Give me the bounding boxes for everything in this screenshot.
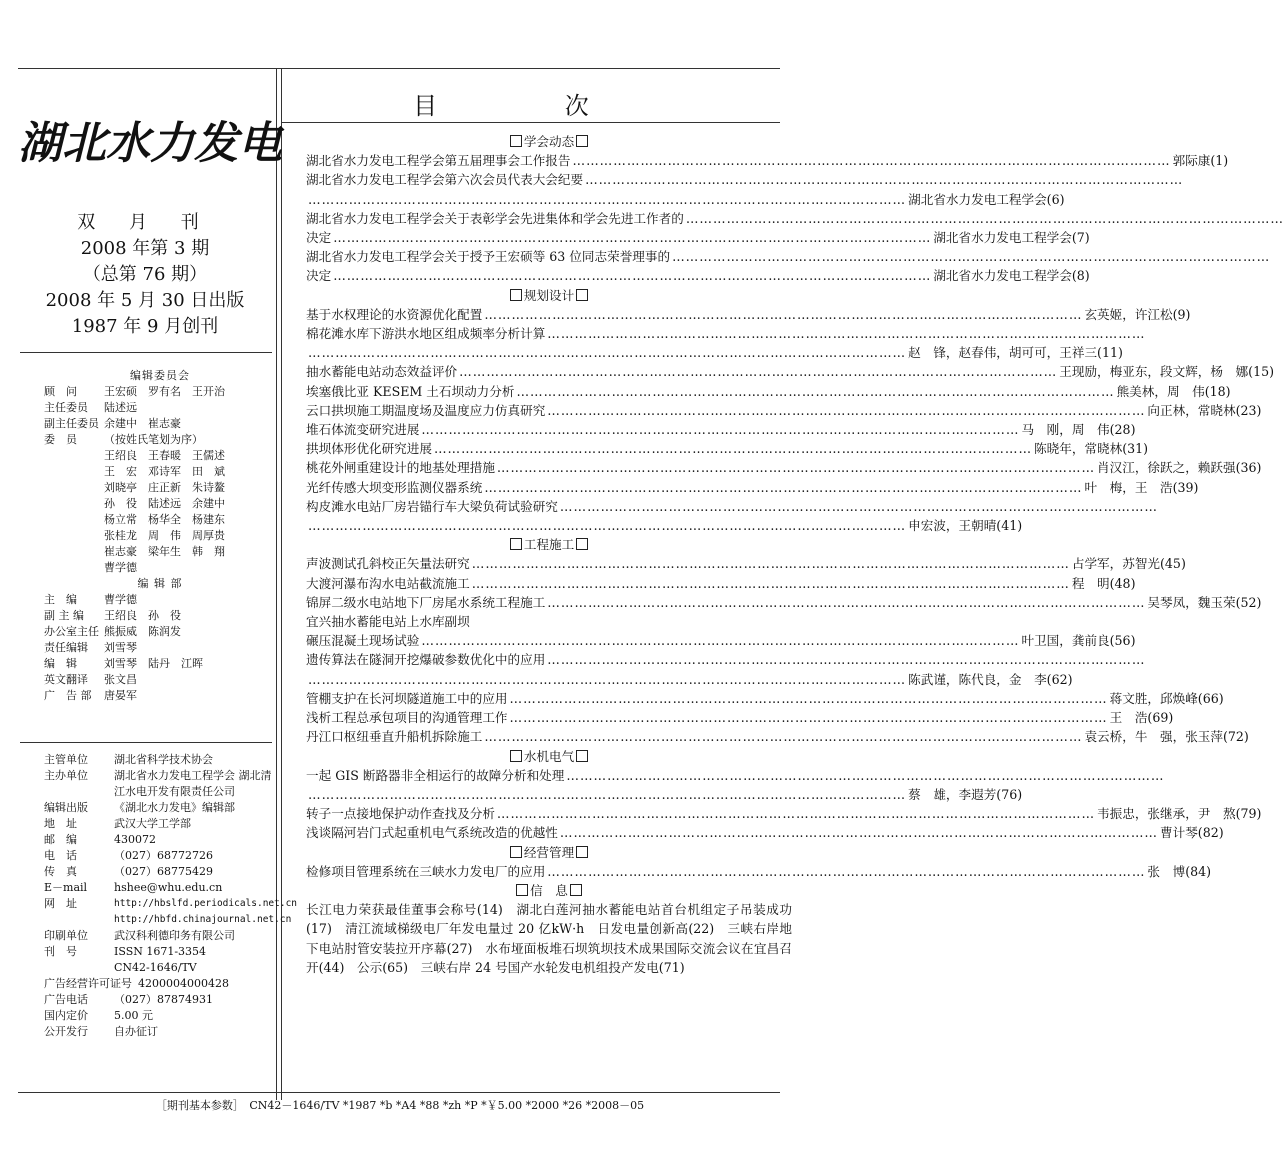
toc-heading-rule (282, 122, 780, 123)
section-heading (306, 747, 792, 766)
editor-names: （按姓氏笔划为序） (104, 433, 203, 446)
toc-entry-author: 叶卫国，龚前良(56) (1021, 633, 1136, 649)
toc-entry-author: 郭际康(1) (1172, 153, 1229, 169)
dept-role: 办公室主任 (44, 625, 99, 638)
toc-entry-continuation (306, 516, 1023, 535)
section-box-icon (510, 135, 522, 147)
toc-entry[interactable] (306, 209, 792, 228)
column-divider (276, 68, 277, 1100)
bottom-rule (18, 1092, 780, 1093)
publisher-label: 主办单位 (44, 769, 88, 782)
publisher-value: （027）68772726 (114, 849, 213, 862)
editor-names: 王宏硕 罗有名 王开治 (104, 385, 225, 398)
leader-dots (308, 516, 906, 535)
left-separator-2 (20, 742, 272, 743)
editor-role: 委 员 (44, 433, 77, 446)
publisher-value: 自办征订 (114, 1025, 158, 1038)
logo-calligraphy: 湖北水力发电 (18, 118, 282, 169)
editor-row (44, 384, 276, 400)
toc-entry-title: 一起 GIS 断路器非全相运行的故障分析和处理 (306, 767, 565, 783)
toc-entry-author: 王 浩(69) (1109, 710, 1174, 726)
toc-entry-title: 碾压混凝土现场试验 (306, 633, 420, 649)
toc-entry-continuation (306, 228, 1090, 247)
publisher-row (44, 1024, 276, 1040)
founded-date: 1987 年 9 月创刊 (71, 316, 219, 337)
section-name: 信 息 (530, 882, 568, 898)
toc-entry-title: 抽水蓄能电站动态效益评价 (306, 364, 458, 380)
total-issue: （总第 76 期） (82, 264, 208, 285)
toc-entry[interactable] (306, 708, 1174, 727)
column-divider-inner (281, 68, 282, 1100)
editor-role: 副主任委员 (44, 417, 99, 430)
publisher-link[interactable]: http://hbfd.chinajournal.net.cn (114, 914, 292, 925)
toc-entry[interactable] (306, 170, 792, 189)
section-box-icon (576, 538, 588, 550)
leader-dots (672, 247, 1270, 266)
section-heading (306, 881, 792, 900)
publisher-value: 武汉科利德印务有限公司 (114, 929, 235, 942)
leader-dots (516, 382, 1114, 401)
leader-dots (459, 362, 1057, 381)
dept-names: 唐晏军 (104, 689, 137, 702)
toc-entry-author: 王现励，梅亚东，段文辉，杨 娜(15) (1059, 364, 1275, 380)
toc-entry[interactable] (306, 497, 792, 516)
toc-entry[interactable] (306, 766, 792, 785)
toc-entry[interactable] (306, 689, 1224, 708)
toc-entry-title: 浅谈隔河岩门式起重机电气系统改造的优越性 (306, 825, 558, 841)
toc-entry-author: 吴琴凤，魏玉荣(52) (1147, 594, 1262, 610)
toc-entry-title: 拱坝体形优化研究进展 (306, 441, 432, 457)
toc-entry-title: 堆石体流变研究进展 (306, 422, 420, 438)
dept-role: 主 编 (44, 593, 77, 606)
toc-entry-title: 丹江口枢纽垂直升船机拆除施工 (306, 729, 483, 745)
dept-names: 刘雪琴 陆丹 江晖 (104, 657, 203, 670)
toc-entry-title: 声波测试孔斜校正矢量法研究 (306, 556, 470, 572)
editor-names: 陆述远 (104, 401, 137, 414)
editor-row (44, 400, 276, 416)
toc-entry-author: 程 明(48) (1071, 575, 1136, 591)
dept-row (44, 672, 276, 688)
toc-entry-title: 管棚支护在长河坝隧道施工中的应用 (306, 690, 508, 706)
toc-entry-author: 陈晓年，常晓林(31) (1034, 441, 1149, 457)
toc-entry-author: 张 博(84) (1147, 863, 1212, 879)
toc-entry-author: 袁云桥，牛 强，张玉萍(72) (1084, 729, 1249, 745)
section-heading (306, 132, 792, 151)
publisher-row (44, 912, 292, 928)
publisher-info (44, 752, 298, 1040)
toc-entry-author: 湖北省水力发电工程学会(6) (908, 191, 1065, 207)
dept-row (44, 624, 276, 640)
publisher-value: 430072 (114, 833, 156, 846)
toc-entry[interactable] (306, 382, 1231, 401)
toc-entry-author: 玄英姬，许江松(9) (1084, 306, 1191, 322)
publisher-value: ISSN 1671-3354 (114, 945, 207, 958)
publisher-row (44, 752, 276, 768)
publisher-label: 邮 编 (44, 833, 77, 846)
toc-entry[interactable] (306, 593, 1262, 612)
top-rule (18, 68, 780, 69)
publisher-label: 公开发行 (44, 1025, 88, 1038)
publisher-value: （027）68775429 (114, 865, 213, 878)
section-heading (306, 535, 792, 554)
publish-date: 2008 年 5 月 30 日出版 (45, 290, 245, 311)
toc-entry-continuation (306, 670, 1073, 689)
section-name: 学会动态 (523, 134, 575, 149)
dept-names: 熊振威 陈润发 (104, 625, 181, 638)
toc-heading: 目 次 (413, 92, 649, 120)
leader-dots (572, 151, 1170, 170)
dept-row (44, 608, 276, 624)
leader-dots (547, 401, 1145, 420)
leader-dots (497, 458, 1095, 477)
journal-logo (18, 100, 282, 180)
board-member-line: 王 宏 邓诗军 田 斌 (104, 465, 225, 478)
toc-entry-author: 湖北省水力发电工程学会(8) (933, 268, 1090, 284)
toc-entry[interactable] (306, 804, 1262, 823)
publisher-row (44, 944, 276, 960)
toc-entry-title: 湖北省水力发电工程学会第五届理事会工作报告 (306, 153, 571, 169)
board-member-line: 曹学德 (104, 561, 137, 574)
publisher-row (44, 864, 276, 880)
toc-entry-author: 陈武谨，陈代良，金 李(62) (908, 671, 1073, 687)
toc-entry-author: 曹计琴(82) (1160, 825, 1224, 841)
leader-dots (560, 497, 1158, 516)
leader-dots (566, 766, 1164, 785)
editor-role: 主任委员 (44, 401, 88, 414)
toc-entry[interactable] (306, 324, 792, 343)
toc-entry-title: 埃塞俄比亚 KESEM 土石坝动力分析 (306, 383, 515, 399)
toc-entry-author: 叶 梅，王 浩(39) (1084, 479, 1199, 495)
leader-dots (547, 650, 1145, 669)
toc-entry-title: 转子一点接地保护动作查找及分析 (306, 806, 495, 822)
section-box-icon (576, 750, 588, 762)
publisher-row (44, 896, 298, 912)
publisher-label (44, 960, 114, 976)
leader-dots (484, 478, 1082, 497)
publisher-value: 5.00 元 (114, 1009, 153, 1022)
leader-dots (308, 190, 906, 209)
publisher-label: 国内定价 (44, 1009, 88, 1022)
table-of-contents (306, 132, 1275, 977)
toc-entry-author: 蒋文胜，邱焕峰(66) (1109, 690, 1224, 706)
toc-entry-author: 向正林，常晓林(23) (1147, 402, 1262, 418)
info-paragraph: 长江电力荣获最佳董事会称号(14) 湖北白莲河抽水蓄能电站首台机组定子吊装成功(17) 清江流域梯级电厂年发电量过 20 亿kW·h 日发电量创新高(22) 三峡右岸地下电站肘管安装拉开序幕(27) 水布垭面板堆石坝筑坝技术成果国际交流会议在宜昌召开(44) 公示(65) 三峡右岸 24 号国产水轮发电机组投产发电(71) (306, 902, 792, 975)
publisher-label: 主管单位 (44, 753, 88, 766)
publisher-row (44, 832, 276, 848)
toc-entry-title-wrap: 决定 (306, 230, 332, 246)
toc-entry-author: 韦振忠，张继承，尹 熬(79) (1097, 806, 1262, 822)
leader-dots (585, 170, 1183, 189)
toc-entry[interactable] (306, 420, 1136, 439)
publisher-row (44, 880, 276, 896)
journal-parameters: ［期刊基本参数］ CN42－1646/TV *1987 *b *A4 *88 *zh *P *￥5.00 *2000 *26 *2008－05 (155, 1099, 645, 1112)
toc-entry-author: 占学军，苏智光(45) (1071, 556, 1186, 572)
publisher-link[interactable]: hshee@whu.edu.cn (114, 881, 223, 894)
toc-entry-author: 赵 锋，赵春伟，胡可可，王祥三(11) (908, 345, 1123, 361)
leader-dots (560, 823, 1158, 842)
leader-dots (510, 689, 1108, 708)
toc-entry[interactable] (306, 458, 1262, 477)
leader-dots (333, 228, 931, 247)
section-name: 工程施工 (523, 537, 575, 553)
dept-row (44, 592, 276, 608)
toc-entry[interactable] (306, 554, 1186, 573)
publisher-value: CN42-1646/TV (114, 961, 197, 974)
dept-role: 编 辑 (44, 657, 77, 670)
toc-entry-author: 蔡 雄，李遐芳(76) (908, 786, 1023, 802)
toc-entry[interactable] (306, 574, 1136, 593)
publisher-value: 《湖北水力发电》编辑部 (114, 801, 235, 814)
dept-names: 曹学德 (104, 593, 137, 606)
dept-names: 刘雪琴 (104, 641, 137, 654)
leader-dots (497, 804, 1095, 823)
leader-dots (421, 420, 1019, 439)
leader-dots (547, 324, 1145, 343)
board-member-line: 崔志豪 梁年生 韩 翔 (104, 545, 225, 558)
toc-entry-title: 湖北省水力发电工程学会关于表彰学会先进集体和学会先进工作者的 (306, 210, 684, 226)
toc-entry-title: 棉花滩水库下游洪水地区组成频率分析计算 (306, 326, 546, 342)
section-box-icon (516, 884, 528, 896)
toc-entry[interactable] (306, 823, 1224, 842)
board-member-line: 杨立常 杨华全 杨建东 (104, 513, 225, 526)
toc-entry-title: 基于水权理论的水资源优化配置 (306, 306, 483, 322)
editor-row (44, 416, 276, 432)
section-box-icon (570, 884, 582, 896)
toc-entry[interactable] (306, 305, 1191, 324)
toc-entry-title: 构皮滩水电站厂房岩锚行车大梁负荷试验研究 (306, 498, 558, 514)
toc-entry[interactable] (306, 478, 1199, 497)
dept-names: 王绍良 孙 役 (104, 609, 181, 622)
toc-entry-author: 申宏波，王朝晴(41) (908, 518, 1023, 534)
toc-entry[interactable] (306, 439, 1149, 458)
section-box-icon (510, 846, 522, 858)
toc-entry[interactable] (306, 247, 792, 266)
publisher-row (44, 1008, 276, 1024)
issue-number: 2008 年第 3 期 (80, 238, 210, 259)
leader-dots (484, 727, 1082, 746)
dept-role: 责任编辑 (44, 641, 88, 654)
section-heading (306, 286, 792, 305)
toc-entry-author: 熊美林，周 伟(18) (1116, 383, 1231, 399)
publisher-row (44, 992, 276, 1008)
toc-entry-continuation (306, 190, 1065, 209)
publisher-label: 广告经营许可证号 (44, 977, 132, 990)
toc-entry-author: 湖北省水力发电工程学会(7) (933, 230, 1090, 246)
toc-entry-title: 大渡河瀑布沟水电站截流施工 (306, 575, 470, 591)
publisher-label (44, 912, 114, 928)
toc-entry-continuation (306, 266, 1090, 285)
publisher-label: 刊 号 (44, 945, 77, 958)
publisher-value: 武汉大学工学部 (114, 817, 191, 830)
leader-dots (421, 631, 1019, 650)
leader-dots (547, 862, 1145, 881)
toc-entry[interactable] (306, 151, 1229, 170)
publisher-row (44, 848, 276, 864)
section-box-icon (510, 750, 522, 762)
dept-role: 广 告 部 (44, 689, 92, 702)
section-name: 水机电气 (523, 748, 575, 764)
toc-entry-author: 马 刚，周 伟(28) (1021, 422, 1136, 438)
left-separator-1 (20, 352, 272, 353)
dept-row (44, 640, 276, 656)
toc-entry[interactable] (306, 862, 1212, 881)
section-box-icon (576, 135, 588, 147)
leader-dots (308, 785, 906, 804)
publisher-link[interactable]: http://hbslfd.periodicals.net.cn (114, 898, 298, 909)
toc-entry-title-wrap: 决定 (306, 268, 332, 284)
publisher-value: 4200004000428 (138, 977, 229, 990)
editor-role: 顾 问 (44, 385, 77, 398)
toc-entry-title: 检修项目管理系统在三峡水力发电厂的应用 (306, 863, 546, 879)
publisher-row (44, 768, 276, 800)
leader-dots (472, 574, 1070, 593)
toc-entry[interactable] (306, 362, 1275, 381)
board-member-line: 孙 役 陆述远 余建中 (104, 497, 225, 510)
publisher-label: 传 真 (44, 865, 77, 878)
leader-dots (434, 439, 1032, 458)
leader-dots (547, 593, 1145, 612)
publisher-row (44, 976, 276, 992)
publisher-value: 湖北省科学技术协会 (114, 753, 213, 766)
publisher-label: 地 址 (44, 817, 77, 830)
section-box-icon (510, 289, 522, 301)
board-member-line: 刘晓亭 庄正新 朱诗鳌 (104, 481, 225, 494)
publisher-row (44, 960, 276, 976)
masthead (20, 210, 270, 340)
publisher-value: 湖北省水力发电工程学会 湖北清江水电开发有限责任公司 (114, 769, 272, 798)
publisher-label: E－mail (44, 881, 88, 894)
editor-names: 余建中 崔志豪 (104, 417, 181, 430)
toc-entry[interactable] (306, 650, 792, 669)
leader-dots (686, 209, 1284, 228)
publisher-row (44, 800, 276, 816)
dept-row (44, 656, 276, 672)
toc-entry-title: 云口拱坝施工期温度场及温度应力仿真研究 (306, 402, 546, 418)
editorial-board (44, 368, 276, 704)
editor-row (44, 432, 276, 448)
section-box-icon (510, 538, 522, 550)
section-heading (306, 843, 792, 862)
leader-dots (510, 708, 1108, 727)
leader-dots (484, 305, 1082, 324)
publisher-label: 印刷单位 (44, 929, 88, 942)
publisher-row (44, 928, 276, 944)
publisher-label: 广告电话 (44, 993, 88, 1006)
section-name: 规划设计 (523, 287, 575, 303)
toc-entry[interactable] (306, 727, 1249, 746)
toc-entry-continuation (306, 343, 1123, 362)
dept-role: 副 主 编 (44, 609, 84, 622)
toc-entry-title: 湖北省水力发电工程学会关于授予王宏硕等 63 位同志荣誉理事的 (306, 249, 671, 265)
dept-row (44, 688, 276, 704)
leader-dots (308, 343, 906, 362)
toc-entry[interactable] (306, 631, 1136, 650)
toc-entry-title: 锦屏二级水电站地下厂房尾水系统工程施工 (306, 594, 546, 610)
publisher-value: （027）87874931 (114, 993, 213, 1006)
toc-entry-author: 肖汉江，徐跃之，赖跃强(36) (1097, 460, 1262, 476)
section-name: 经营管理 (523, 844, 575, 860)
board-member-line: 张桂龙 周 伟 周厚贵 (104, 529, 225, 542)
editorial-dept-title: 编 辑 部 (137, 577, 183, 590)
toc-entry-title: 遗传算法在隧洞开挖爆破参数优化中的应用 (306, 652, 546, 668)
publisher-row (44, 816, 276, 832)
toc-entry-continuation (306, 785, 1023, 804)
publisher-label: 编辑出版 (44, 801, 88, 814)
publisher-label: 电 话 (44, 849, 77, 862)
toc-entry-title: 湖北省水力发电工程学会第六次会员代表大会纪要 (306, 172, 584, 188)
frequency: 双 月 刊 (77, 212, 213, 233)
leader-dots (333, 266, 931, 285)
section-box-icon (576, 846, 588, 858)
publisher-label: 网 址 (44, 897, 77, 910)
toc-entry-title: 浅析工程总承包项目的沟通管理工作 (306, 710, 508, 726)
toc-entry-title: 桃花外闸重建设计的地基处理措施 (306, 460, 495, 476)
board-member-line: 王绍良 王春暖 王儒述 (104, 449, 225, 462)
dept-role: 英文翻译 (44, 673, 88, 686)
dept-names: 张文昌 (104, 673, 137, 686)
leader-dots (308, 670, 906, 689)
editorial-board-title: 编辑委员会 (130, 369, 190, 382)
section-box-icon (576, 289, 588, 301)
toc-entry-title[interactable]: 宜兴抽水蓄能电站上水库副坝 (306, 614, 470, 630)
toc-entry[interactable] (306, 401, 1262, 420)
toc-entry-title: 光纤传感大坝变形监测仪器系统 (306, 479, 483, 495)
leader-dots (472, 554, 1070, 573)
